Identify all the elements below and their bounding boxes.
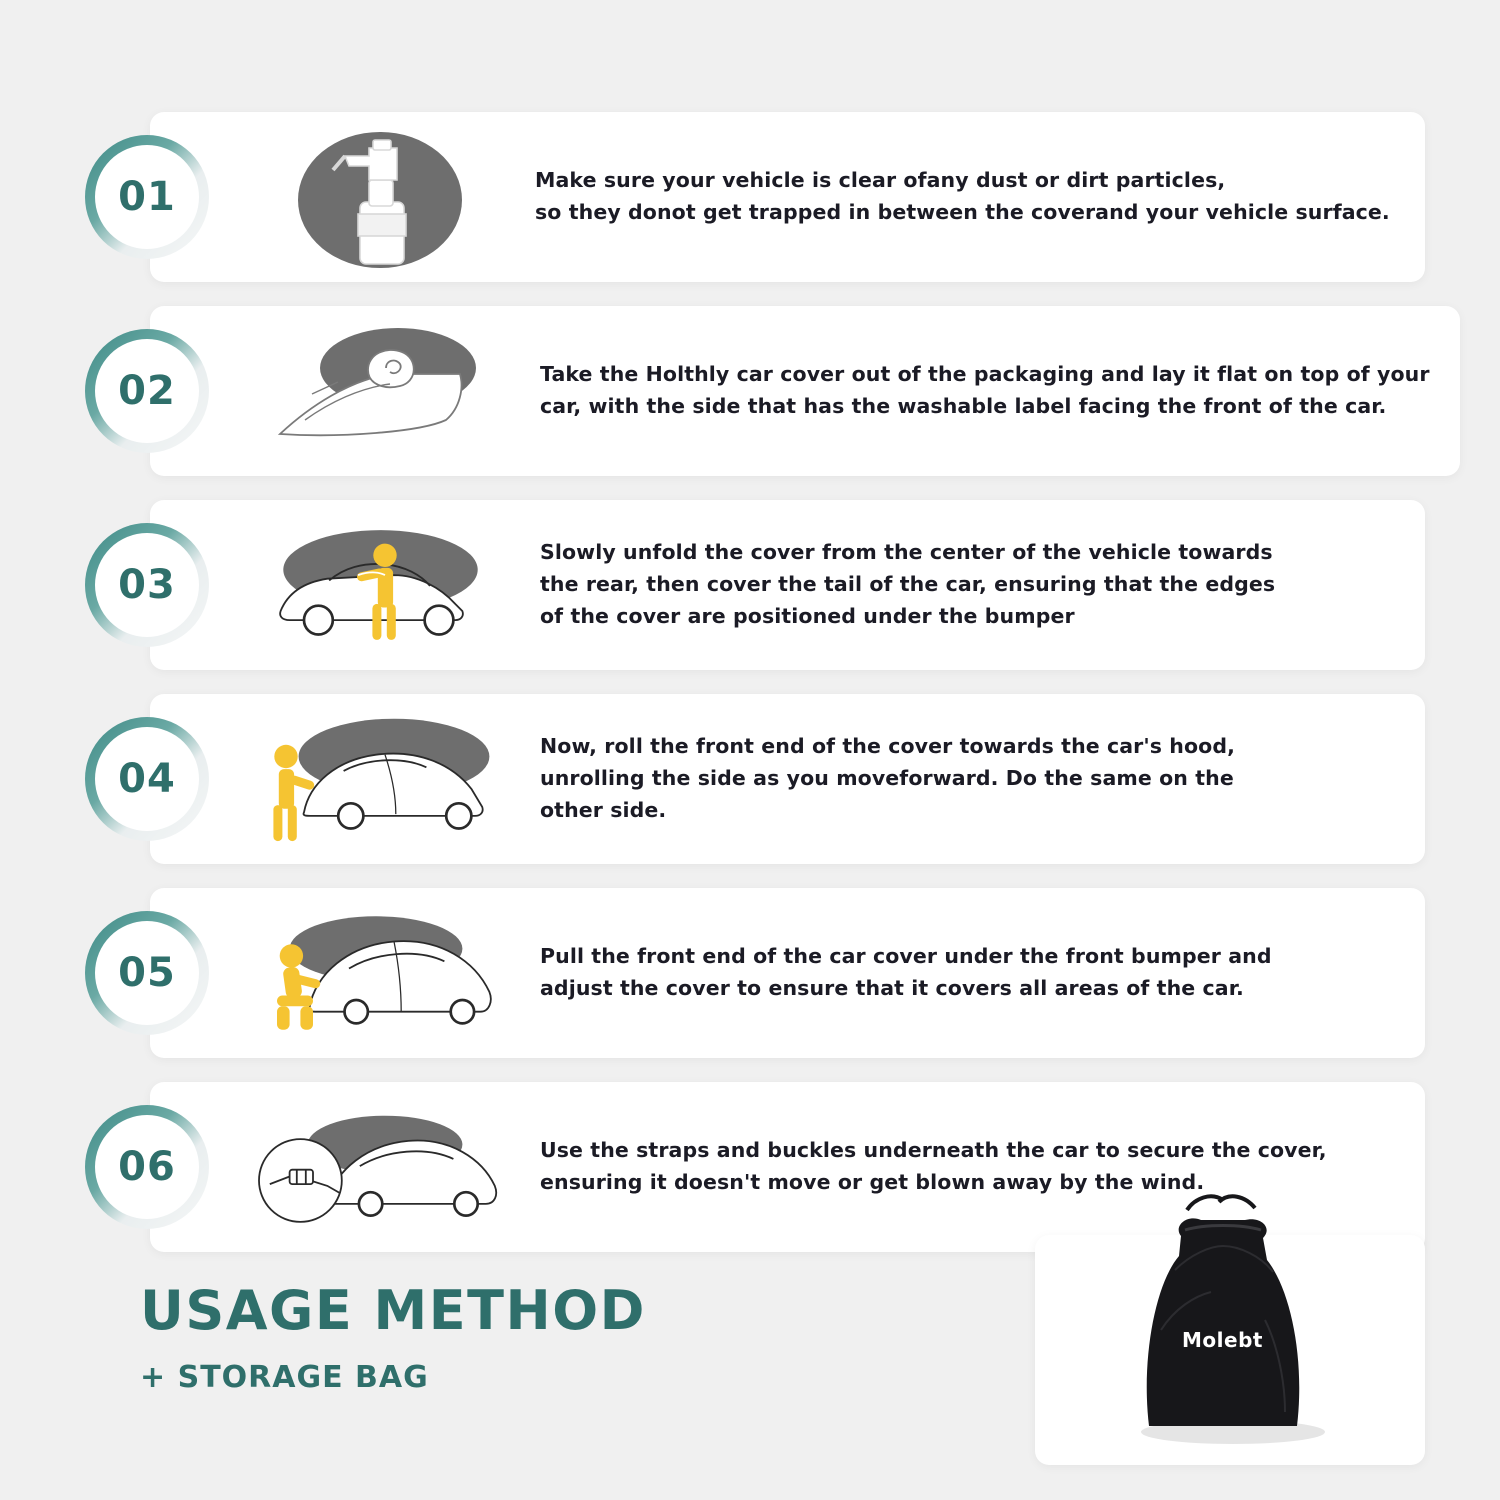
footer-title-block — [140, 1279, 646, 1395]
strap-buckle-detail-icon — [250, 1092, 520, 1242]
step-text — [540, 359, 1430, 423]
step-item — [85, 888, 1425, 1058]
step-card — [150, 888, 1425, 1058]
step-text-line: other side. — [540, 797, 667, 822]
step-number-badge — [85, 717, 209, 841]
steps-list — [85, 112, 1430, 1276]
step-card — [150, 306, 1460, 476]
step-number-badge — [85, 911, 209, 1035]
step-text — [540, 731, 1235, 826]
person-rolling-cover-front-icon — [250, 704, 520, 854]
step-number: 01 — [95, 145, 199, 249]
step-card — [150, 694, 1425, 864]
step-text-line: the rear, then cover the tail of the car, ensuring that the edges — [540, 572, 1276, 597]
step-text-line: so they donot get trapped in between the coverand your vehicle surface. — [535, 200, 1390, 224]
step-text-line: Now, roll the front end of the cover towards the car's hood, — [540, 734, 1236, 759]
step-text — [540, 941, 1272, 1005]
step-number-badge — [85, 329, 209, 453]
step-text — [535, 165, 1390, 229]
step-item — [85, 306, 1430, 476]
person-unfolding-cover-icon — [250, 510, 520, 660]
step-text-line: Make sure your vehicle is clear ofany dust or dirt particles, — [535, 168, 1226, 193]
step-card — [150, 112, 1425, 282]
bag-brand-label: Molebt — [1182, 1328, 1263, 1352]
rolled-cover-on-car-icon — [250, 316, 520, 466]
step-text-line: Slowly unfold the cover from the center of the vehicle towards — [540, 540, 1273, 565]
step-text-line: ensuring it doesn't move or get blown away by the wind. — [540, 1170, 1205, 1194]
step-text-line: unrolling the side as you moveforward. Do the same on the — [540, 766, 1234, 791]
step-number-badge — [85, 1105, 209, 1229]
step-number: 04 — [95, 727, 199, 831]
step-number: 02 — [95, 339, 199, 443]
step-item — [85, 500, 1425, 670]
spray-bottle-icon — [245, 122, 515, 272]
step-number: 05 — [95, 921, 199, 1025]
page-subtitle: + STORAGE BAG — [140, 1360, 429, 1395]
step-text-line: of the cover are positioned under the bumper — [540, 603, 1075, 628]
step-item — [85, 694, 1425, 864]
drawstring-storage-bag-icon — [1115, 1180, 1330, 1445]
step-text-line: Use the straps and buckles underneath the car to secure the cover, — [540, 1138, 1327, 1163]
page-title: USAGE METHOD — [140, 1279, 646, 1342]
step-text-line: Pull the front end of the car cover under the front bumper and — [540, 944, 1272, 969]
step-text-line: Take the Holthly car cover out of the packaging and lay it flat on top of your — [540, 362, 1430, 387]
step-number-badge — [85, 523, 209, 647]
step-item — [85, 112, 1425, 282]
step-number-badge — [85, 135, 209, 259]
step-card — [150, 500, 1425, 670]
step-number: 03 — [95, 533, 199, 637]
step-number: 06 — [95, 1115, 199, 1219]
step-text — [540, 537, 1275, 632]
step-text-line: car, with the side that has the washable label facing the front of the car. — [540, 394, 1387, 418]
person-tucking-cover-icon — [250, 898, 520, 1048]
step-text-line: adjust the cover to ensure that it covers all areas of the car. — [540, 976, 1244, 1000]
